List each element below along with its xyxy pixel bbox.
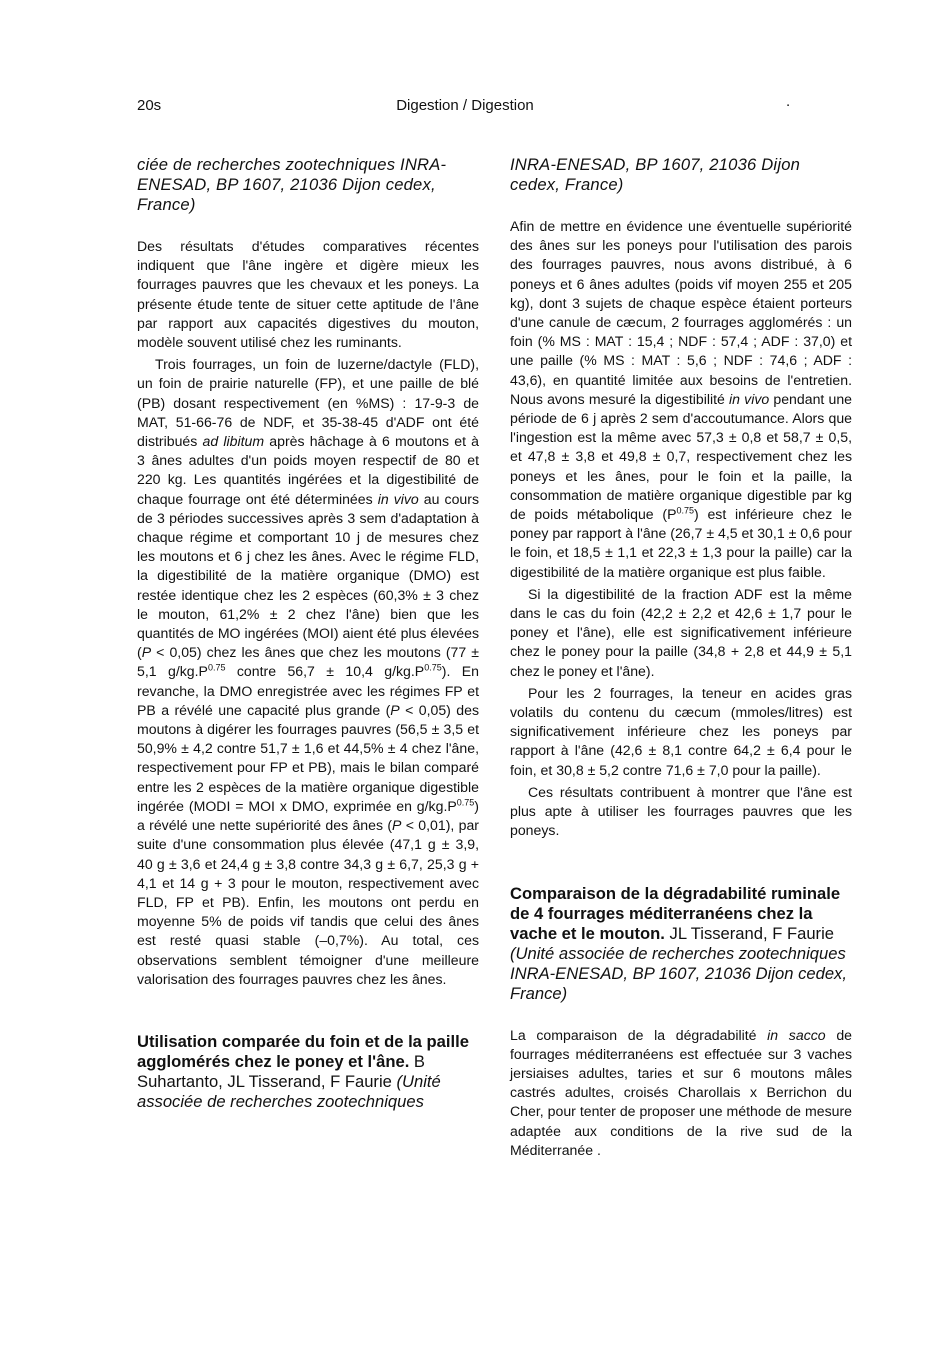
right-column [510,155,852,1163]
page-number: 20s [137,97,162,114]
abstract-paragraph-1: Des résultats d'études comparatives récentes indiquent que l'âne ingère et digère mieux les fourrages pauvres que les chevaux et les poneys. La présente étude tente de situer cette aptitude de l'âne par rapport aux capacités digestives du mouton, modèle souvent utilisé chez les ruminants. [137,238,479,351]
abstract-paragraph-2: Trois fourrages, un foin de luzerne/dactyle (FLD), un foin de prairie naturelle (FP), et une paille de blé (PB) dosant respectivement (en %MS) : 17-9-3 de MAT, 51-66-76 de NDF, et 35-38-45 d'ADF ont été distribués ad libitum après hâchage à 6 moutons et à 3 ânes adultes d'un poids moyen respectif de 80 et 220 kg. Les quantités ingérées et la digestibilité de chaque fourrage ont été déterminées in vivo au cours de 3 périodes successives après 3 sem d'adaptation à chaque régime et comportant 10 j de mesures chez les moutons et 6 j chez les ânes. Avec le régime FLD, la digestibilité de la matière organique (DMO) est restée identique chez les 2 espèces (60,3% ± 3 chez le mouton, 61,2% ± 2 chez l'âne) bien que les quantités de MO ingérées (MOI) aient été plus élevées (P < 0,05) chez les ânes que chez les moutons (77 ± 5,1 $g/kg.P^{0.75}$ contre 56,7 ± 10,4 $g/kg.P^{0.75}$). En revanche, la DMO enregistrée avec les régimes FP et PB a révélé une capacité plus grande (P < 0,05) des moutons à digérer les fourrages pauvres (56,5 ± 3,5 et 50,9% ± 4,2 contre 51,7 ± 1,6 et 44,5% ± 4 chez l'âne, respectivement pour FP et PB), mais le bilan comparé entre les 2 espèces de la matière organique digestible ingérée (MODI = MOI x DMO, exprimée en $g/kg.P^{0.75}$) a révélé une nette supériorité des ânes (P < 0,01), par suite d'une consommation plus élevée (47,1 g ± 3,9, 40 g ± 3,6 et 24,4 g ± 3,8 contre 34,3 g ± 6,7, 25,3 g + 4,1 et 14 g + 3 pour le mouton, respectivement avec FLD, FP et PB). Enfin, les moutons ont perdu en moyenne 5% de poids vif tandis que celui des ânes est resté quasi stable (–0,7%). Au total, ces observations semblent témoigner d'une meilleure valorisation des fourrages pauvres chez les ânes. [137,356,480,987]
running-header: Digestion / Digestion [396,97,534,114]
affiliation-continued-right: INRA-ENESAD, BP 1607, 21036 Dijon cedex, France) [510,155,801,194]
abstract-paragraph-6: Ces résultats contribuent à montrer que l'âne est plus apte à utiliser les fourrages pauvres que les poneys. [510,783,852,839]
abstract-paragraph-3: Afin de mettre en évidence une éventuelle supériorité des ânes sur les poneys pour l'utilisation des parois des fourrages pauvres, nous avons distribué, à 6 poneys et 6 ânes adultes (poids vif moyen 255 et 205 kg), dont 3 sujets de chaque espèce étaient porteurs d'une canule de cæcum, 2 fourrages agglomérés : un foin (% MS : MAT : 15,4 ; NDF : 57,4 ; ADF : 37,0) et une paille (% MS : MAT : 5,6 ; NDF : 74,6 ; ADF : 43,6), en quantité limitée aux besoins de l'entretien. Nous avons mesuré la digestibilité in vivo pendant une période de 6 j après 2 sem d'accoutumance. Alors que l'ingestion est la même avec 57,3 ± 0,8 et 58,7 ± 0,5, et 47,8 ± 3,8 et 49,8 ± 0,7, respectivement chez les poneys et les ânes, pour le foin et la paille, la consommation de matière organique digestible par kg de poids métabolique $(P^{0.75})$ est inférieure chez le poney par rapport à l'âne (26,7 ± 4,5 et 30,1 ± 0,6 pour le foin, et 18,5 ± 1,1 et 22,3 ± 1,3 pour la paille) car la digestibilité de la matière organique est plus faible. [510,218,853,580]
abstract-paragraph-7: La comparaison de la dégradabilité in sacco de fourrages méditerranéens est effectuée sur 3 vaches jersiaises adultes, taries et sur 6 moutons mâles castrés adultes, croisés Charollais x Berrichon du Cher, pour tenter de proposer une méthode de mesure adaptée aux conditions de la rive sud de la Méditerranée . [510,1026,853,1158]
abstract-paragraph-5: Pour les 2 fourrages, la teneur en acides gras volatils du contenu du cæcum (mmoles/litres) est significativement inférieure chez les poneys par rapport à l'âne (42,6 ± 8,1 contre 64,2 ± 6,4 pour le foin, et 30,8 ± 5,2 contre 71,6 ± 7,0 pour la paille). [510,684,852,778]
abstract-paragraph-4: Si la digestibilité de la fraction ADF est la même dans le cas du foin (42,2 ± 2,2 et 42,6 ± 1,7 pour le poney et l'âne), elle est significativement inférieure chez le poney pour la paille (34,8 + 2,8 et 44,9 ± 5,1 chez le poney et l'âne). [510,585,852,679]
header-dot: . [786,93,791,110]
left-column [137,155,479,1112]
affiliation-continued: ciée de recherches zootechniques INRA-ENESAD, BP 1607, 21036 Dijon cedex, France) [137,155,447,214]
article-heading-3: Comparaison de la dégradabilité ruminale de 4 fourrages méditerranéens chez la vache et le mouton. JL Tisserand, F Faurie (Unité associée de recherches zootechniques INRA-ENESAD, BP 1607, 21036 Dijon cedex, France) [510,883,847,1003]
article-heading-2: Utilisation comparée du foin et de la paille agglomérés chez le poney et l'âne. B Suhartanto, JL Tisserand, F Faurie (Unité associée de recherches zootechniques [137,1031,469,1111]
